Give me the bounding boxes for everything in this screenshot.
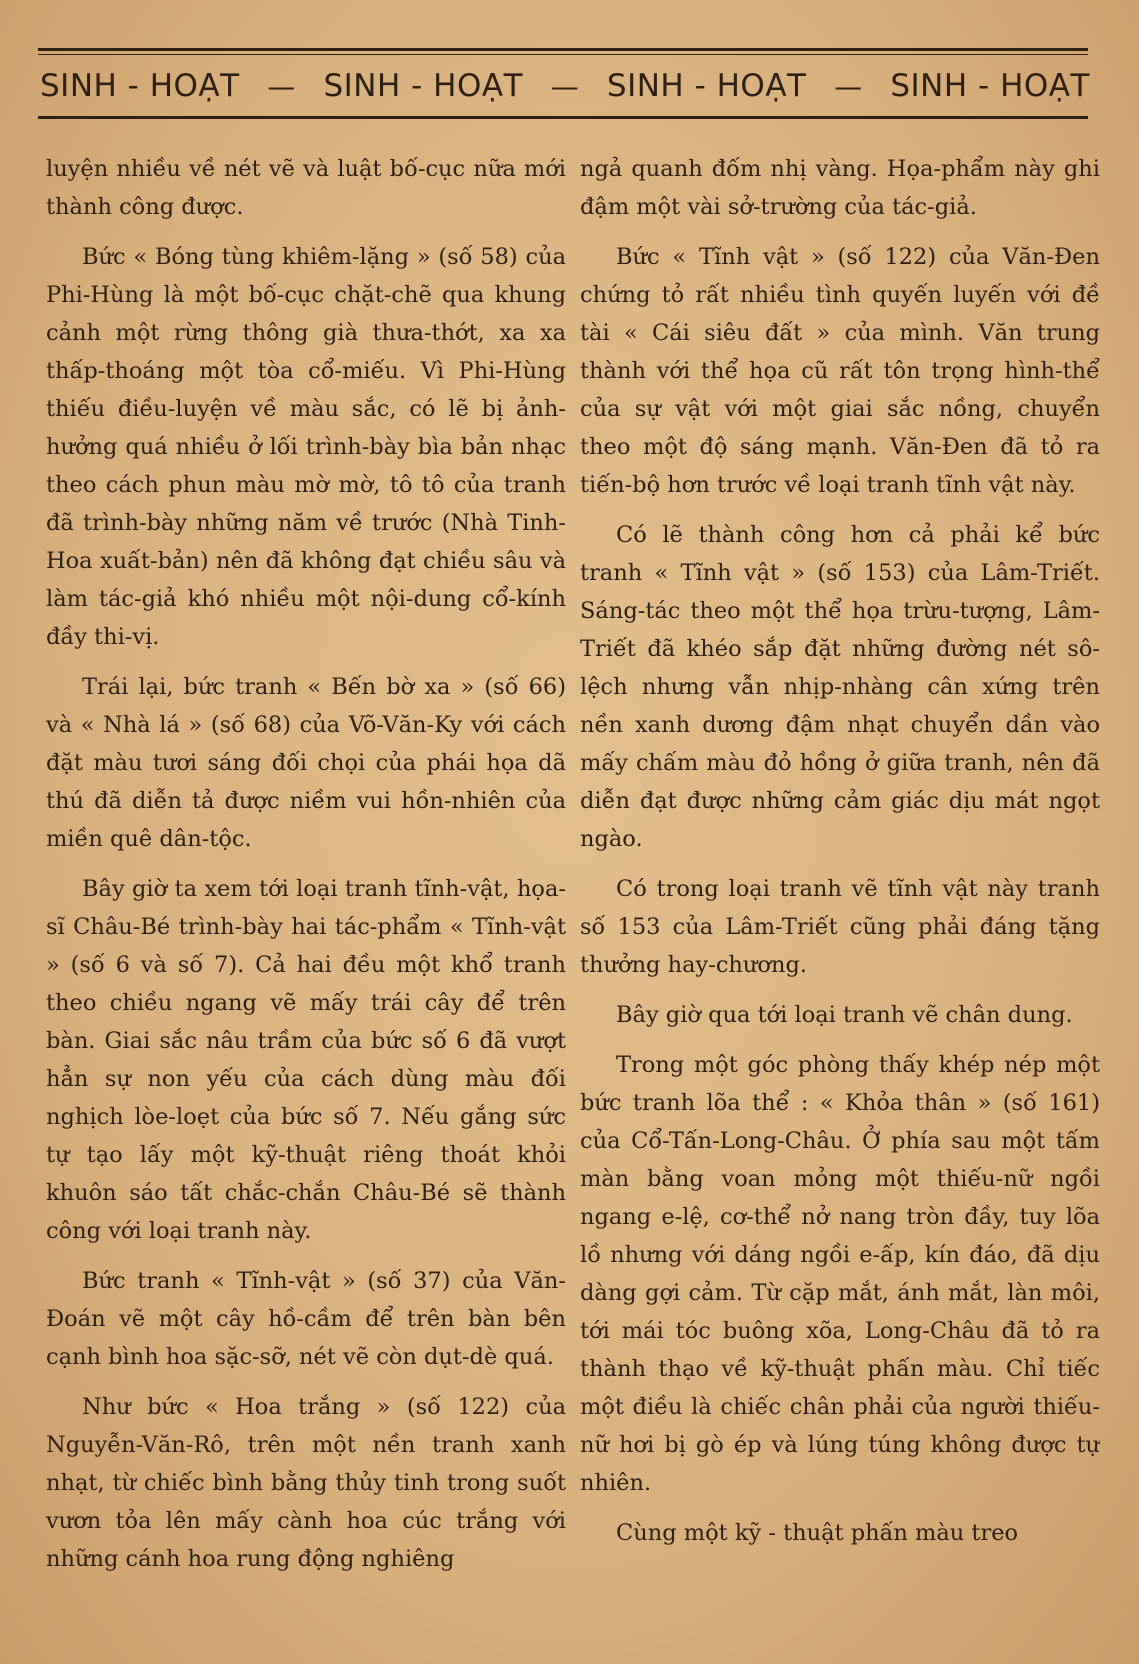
paragraph: Bức tranh « Tĩnh-vật » (số 37) của Văn-Đoán vẽ một cây hồ-cầm để trên bàn bên cạnh bình hoa sặc-sỡ, nét vẽ còn dụt-dè quá. xyxy=(46,1268,566,1370)
header-bottom-rule xyxy=(38,116,1088,119)
paragraph: Trái lại, bức tranh « Bến bờ xa » (số 66) và « Nhà lá » (số 68) của Võ-Văn-Ky với cách đặt màu tươi sáng đối chọi của phái họa dã thú đã diễn tả được niềm vui hồn-nhiên của miền quê dân-tộc. xyxy=(46,674,566,852)
header-item: SINH - HOẠT xyxy=(323,68,524,104)
header-separator: — xyxy=(834,69,863,103)
paragraph: ngả quanh đốm nhị vàng. Họa-phẩm này ghi đậm một vài sở-trường của tác-giả. xyxy=(580,156,1100,220)
paragraph: Như bức « Hoa trắng » (số 122) của Nguyễn-Văn-Rô, trên một nền tranh xanh nhạt, từ chiếc bình bằng thủy tinh trong suốt vươn tỏa lên mấy cành hoa cúc trắng với những cánh hoa rung động nghiêng xyxy=(46,1394,566,1572)
left-column xyxy=(46,150,566,1650)
paragraph: Bây giờ qua tới loại tranh vẽ chân dung. xyxy=(616,1002,1073,1028)
paragraph: Cùng một kỹ - thuật phấn màu treo xyxy=(616,1520,1019,1546)
running-header xyxy=(40,62,1090,110)
paragraph: Có lẽ thành công hơn cả phải kể bức tranh « Tĩnh vật » (số 153) của Lâm-Triết. Sáng-tác theo một thể họa trừu-tượng, Lâm-Triết đã khéo sắp đặt những đường nét sô-lệch nhưng vẫn nhịp-nhàng cân xứng trên nền xanh dương đậm nhạt chuyển dần vào mấy chấm màu đỏ hồng ở giữa tranh, nên đã diễn đạt được những cảm giác dịu mát ngọt ngào. xyxy=(580,522,1100,852)
paragraph: Bây giờ ta xem tới loại tranh tĩnh-vật, họa-sĩ Châu-Bé trình-bày hai tác-phẩm « Tĩnh-vật » (số 6 và số 7). Cả hai đều một khổ tranh theo chiều ngang vẽ mấy trái cây để trên bàn. Giai sắc nâu trầm của bức số 6 đã vượt hẳn sự non yếu của cách dùng màu đối nghịch lòe-loẹt của bức số 7. Nếu gắng sức tự tạo lấy một kỹ-thuật riêng thoát khỏi khuôn sáo tất chắc-chắn Châu-Bé sẽ thành công với loại tranh này. xyxy=(46,876,566,1244)
header-top-rule xyxy=(38,48,1088,51)
header-separator: — xyxy=(550,69,580,103)
header-top-rule-thin xyxy=(38,54,1088,55)
right-column xyxy=(580,150,1100,1650)
paragraph: Bức « Bóng tùng khiêm-lặng » (số 58) của Phi-Hùng là một bố-cục chặt-chẽ qua khung cảnh một rừng thông già thưa-thớt, xa xa thấp-thoáng một tòa cổ-miếu. Vì Phi-Hùng thiếu điều-luyện về màu sắc, có lẽ bị ảnh-hưởng quá nhiều ở lối trình-bày bìa bản nhạc theo cách phun màu mờ mờ, tô tô của tranh đã trình-bày những năm về trước (Nhà Tinh-Hoa xuất-bản) nên đã không đạt chiều sâu và làm tác-giả khó nhiều một nội-dung cổ-kính đầy thi-vị. xyxy=(46,244,566,650)
paragraph: Bức « Tĩnh vật » (số 122) của Văn-Đen chứng tỏ rất nhiều tình quyến luyến với đề tài « Cái siêu đất » của mình. Văn trung thành với thể họa cũ rất tôn trọng hình-thể của sự vật với một giai sắc nồng, chuyển theo một độ sáng mạnh. Văn-Đen đã tỏ ra tiến-bộ hơn trước về loại tranh tĩnh vật này. xyxy=(580,244,1100,498)
paragraph: luyện nhiều về nét vẽ và luật bố-cục nữa mới thành công được. xyxy=(46,156,566,220)
paragraph: Có trong loại tranh vẽ tĩnh vật này tranh số 153 của Lâm-Triết cũng phải đáng tặng thưởng hay-chương. xyxy=(580,876,1100,978)
header-item: SINH - HOẠT xyxy=(40,68,240,104)
header-item: SINH - HOẠT xyxy=(890,68,1090,104)
paragraph: Trong một góc phòng thấy khép nép một bức tranh lõa thể : « Khỏa thân » (số 161) của Cổ-Tấn-Long-Châu. Ở phía sau một tấm màn bằng voan mỏng một thiếu-nữ ngồi ngang e-lệ, cơ-thể nở nang tròn đầy, tuy lõa lồ nhưng với dáng ngồi e-ấp, kín đáo, đã dịu dàng gợi cảm. Từ cặp mắt, ánh mắt, làn môi, tới mái tóc buông xõa, Long-Châu đã tỏ ra thành thạo về kỹ-thuật phấn màu. Chỉ tiếc một điều là chiếc chân phải của người thiếu-nữ hơi bị gò ép và lúng túng không được tự nhiên. xyxy=(580,1052,1100,1496)
header-item: SINH - HOẠT xyxy=(606,68,807,104)
header-separator: — xyxy=(267,69,296,103)
